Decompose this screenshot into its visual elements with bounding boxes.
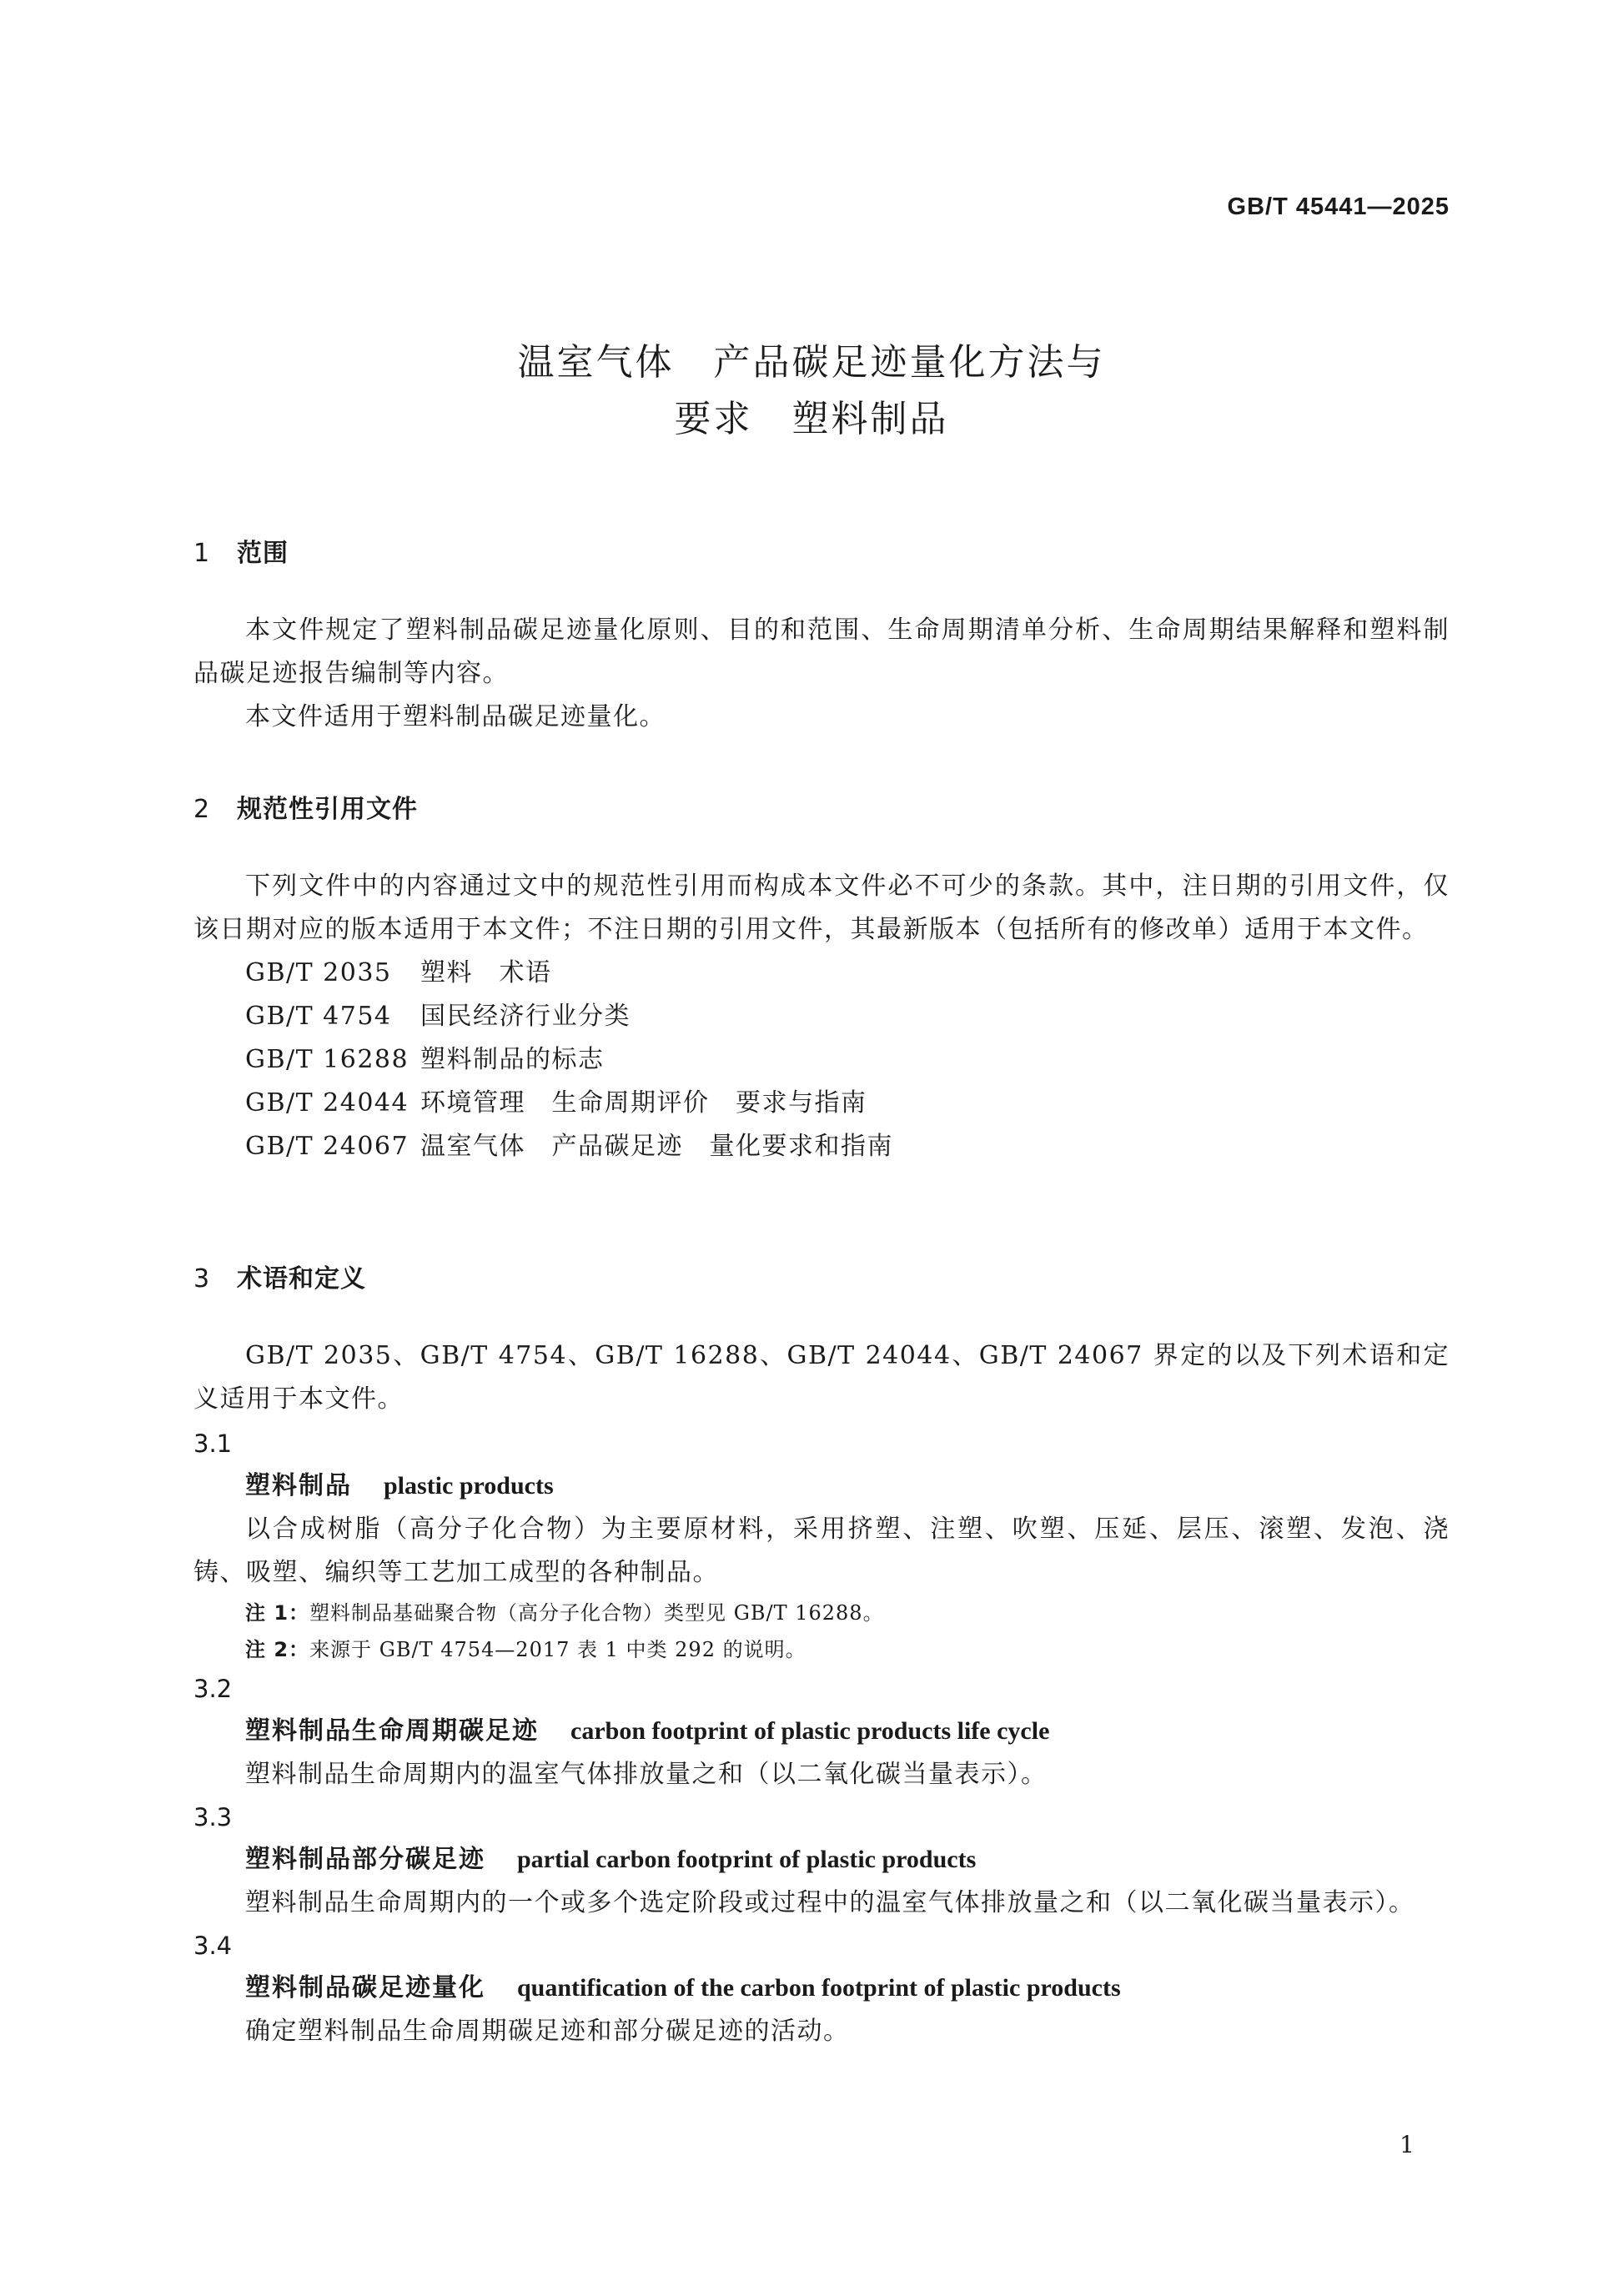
paragraph: 本文件规定了塑料制品碳足迹量化原则、目的和范围、生命周期清单分析、生命周期结果解释和塑料制品碳足迹报告编制等内容。 (193, 615, 1450, 688)
term-definition: 确定塑料制品生命周期碳足迹和部分碳足迹的活动。 (245, 2017, 850, 2046)
section-2-body (193, 865, 1450, 1168)
term-name (193, 1838, 1450, 1882)
term-definition: 塑料制品生命周期内的温室气体排放量之和（以二氧化碳当量表示）。 (245, 1760, 1048, 1789)
document-title-line-1: 温室气体 产品碳足迹量化方法与 (517, 341, 1106, 384)
note-text: 塑料制品基础聚合物（高分子化合物）类型见 GB/T 16288。 (309, 1601, 884, 1625)
note-label: 注 1： (245, 1601, 310, 1625)
term-name-en: quantification of the carbon footprint of plastic products (517, 1974, 1121, 2002)
section-1-heading (193, 532, 1450, 569)
reference-item (193, 952, 1450, 995)
reference-code: GB/T 24044 (245, 1088, 410, 1118)
term-name-en: plastic products (384, 1472, 554, 1500)
reference-title: 温室气体 产品碳足迹 量化要求和指南 (420, 1132, 893, 1161)
section-number: 2 (193, 795, 211, 824)
reference-title: 塑料 术语 (420, 958, 552, 987)
section-3-heading (193, 1258, 1450, 1294)
term-definition: 以合成树脂（高分子化合物）为主要原材料，采用挤塑、注塑、吹塑、压延、层压、滚塑、发泡、浇铸、吸塑、编织等工艺加工成型的各种制品。 (193, 1515, 1450, 1587)
reference-item (193, 1125, 1450, 1168)
reference-item (193, 1038, 1450, 1082)
term-name-zh: 塑料制品部分碳足迹 (245, 1845, 485, 1874)
term-name-zh: 塑料制品生命周期碳足迹 (245, 1716, 539, 1746)
section-title: 规范性引用文件 (237, 795, 418, 824)
section-2-heading (193, 788, 1450, 825)
term-name-zh: 塑料制品 (245, 1471, 352, 1500)
reference-item (193, 995, 1450, 1038)
reference-code: GB/T 4754 (245, 1002, 392, 1031)
document-title-line-2: 要求 塑料制品 (674, 398, 949, 440)
section-3-body (193, 1334, 1450, 2053)
term-number: 3.3 (193, 1803, 233, 1831)
section-1-body (193, 609, 1450, 739)
section-title: 术语和定义 (237, 1264, 366, 1294)
section-number: 3 (193, 1264, 211, 1294)
note-item (193, 1631, 1450, 1668)
term-number: 3.4 (193, 1932, 233, 1960)
term-name-en: partial carbon footprint of plastic products (517, 1846, 977, 1873)
reference-code: GB/T 2035 (245, 958, 392, 987)
reference-title: 环境管理 生命周期评价 要求与指南 (420, 1088, 867, 1118)
reference-title: 国民经济行业分类 (420, 1002, 631, 1031)
reference-item (193, 1082, 1450, 1125)
reference-code: GB/T 24067 (245, 1132, 410, 1161)
term-number: 3.2 (193, 1675, 233, 1703)
note-text: 来源于 GB/T 4754—2017 表 1 中类 292 的说明。 (309, 1638, 806, 1661)
reference-code: GB/T 16288 (245, 1045, 410, 1074)
paragraph: GB/T 2035、GB/T 4754、GB/T 16288、GB/T 24044、GB/T 24067 界定的以及下列术语和定义适用于本文件。 (193, 1341, 1450, 1414)
term-definition: 塑料制品生命周期内的一个或多个选定阶段或过程中的温室气体排放量之和（以二氧化碳当量表示）。 (245, 1888, 1415, 1917)
reference-title: 塑料制品的标志 (420, 1045, 605, 1074)
term-name (193, 1710, 1450, 1753)
term-name-zh: 塑料制品碳足迹量化 (245, 1973, 485, 2002)
term-name (193, 1465, 1450, 1508)
paragraph: 本文件适用于塑料制品碳足迹量化。 (245, 702, 666, 731)
term-number: 3.1 (193, 1429, 233, 1458)
note-item (193, 1595, 1450, 1631)
page-number: 1 (1399, 2131, 1414, 2158)
term-name (193, 1967, 1450, 2010)
section-title: 范围 (237, 539, 289, 568)
standard-id: GB/T 45441—2025 (1227, 193, 1450, 220)
section-number: 1 (193, 539, 211, 568)
paragraph: 下列文件中的内容通过文中的规范性引用而构成本文件必不可少的条款。其中，注日期的引用文件，仅该日期对应的版本适用于本文件；不注日期的引用文件，其最新版本（包括所有的修改单）适用于本文件。 (193, 872, 1450, 944)
term-name-en: carbon footprint of plastic products life cycle (570, 1717, 1050, 1745)
note-label: 注 2： (245, 1638, 310, 1661)
